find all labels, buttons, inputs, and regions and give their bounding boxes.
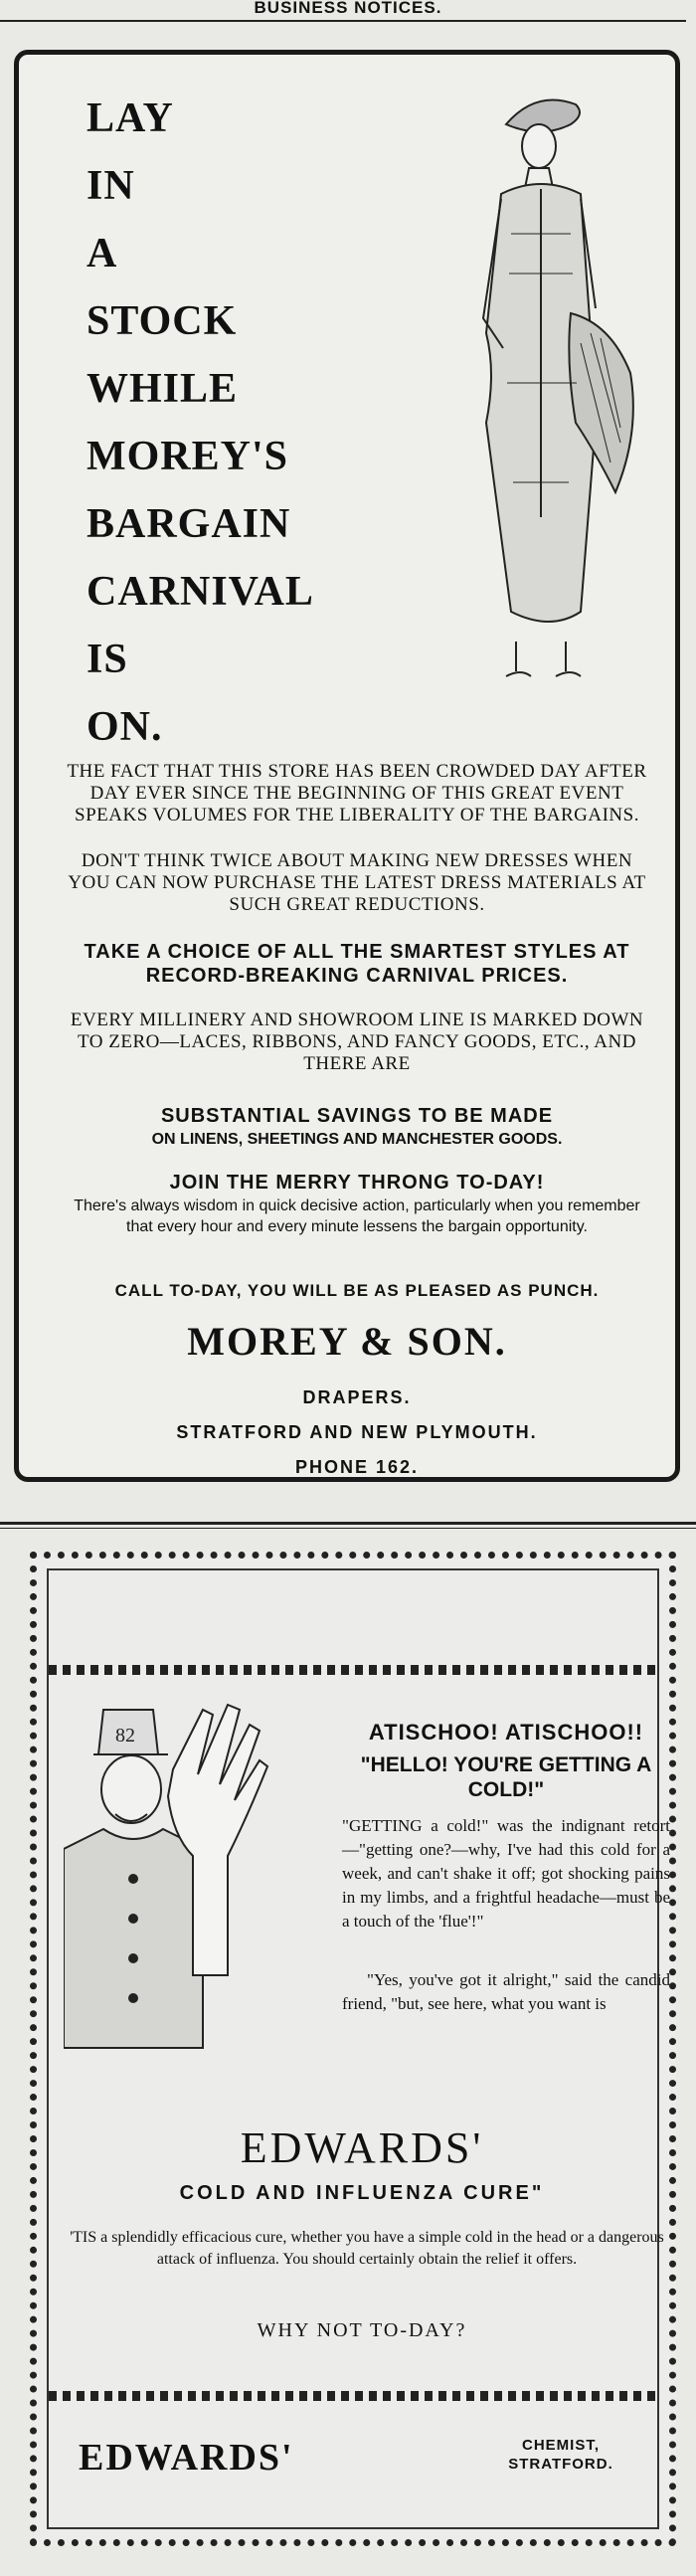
- headline: [87, 85, 314, 761]
- call-to-action: CALL TO-DAY, YOU WILL BE AS PLEASED AS PUNCH.: [114, 1281, 600, 1300]
- headline-line: STOCK: [87, 298, 238, 344]
- lady-illustration: [422, 85, 660, 701]
- drapers-label: DRAPERS.: [302, 1387, 412, 1407]
- decorative-border: [49, 2391, 657, 2401]
- headline-line: WHILE: [87, 366, 239, 412]
- section-divider: [0, 1522, 696, 1525]
- chemist-address: [466, 2436, 655, 2474]
- hello-heading: "HELLO! YOU'RE GETTING A COLD!": [360, 1753, 652, 1801]
- headline-line: CARNIVAL: [87, 569, 314, 615]
- intro-paragraph: THE FACT THAT THIS STORE HAS BEEN CROWDED DAY AFTER DAY EVER SINCE THE BEGINNING OF THIS GREAT EVENT SPEAKS VOLUMES FOR THE LIBERALITY OF THE BARGAINS.: [67, 761, 647, 826]
- header-rule: [0, 20, 686, 22]
- towns-label: STRATFORD AND NEW PLYMOUTH.: [176, 1422, 538, 1442]
- page-header: BUSINESS NOTICES.: [254, 0, 442, 17]
- phone-label: PHONE 162.: [294, 1457, 420, 1477]
- styles-heading: TAKE A CHOICE OF ALL THE SMARTEST STYLES AT RECORD-BREAKING CARNIVAL PRICES.: [84, 941, 630, 987]
- dresses-paragraph: DON'T THINK TWICE ABOUT MAKING NEW DRESSES WHEN YOU CAN NOW PURCHASE THE LATEST DRESS MATERIALS AT SUCH GREAT REDUCTIONS.: [68, 850, 646, 915]
- headline-line: ON.: [87, 704, 163, 750]
- headline-line: MOREY'S: [87, 434, 289, 479]
- retort-paragraph: "GETTING a cold!" was the indignant retort—"getting one?—why, I've had this cold for a week, and can't shake it off; got shocking pains in my limbs, and a frightful headache—must be a touch of the 'flue'!": [342, 1816, 670, 1931]
- store-name: MOREY & SON.: [187, 1319, 507, 1364]
- product-description: 'TIS a splendidly efficacious cure, whether you have a simple cold in the head or a dangerous attack of influenza. You should certainly obtain the relief it offers.: [70, 2229, 664, 2268]
- edwards-inner-frame: [47, 1568, 670, 2529]
- product-name: EDWARDS': [240, 2123, 484, 2172]
- headline-line: LAY: [87, 95, 174, 141]
- chemist-town: STRATFORD.: [508, 2456, 613, 2473]
- headline-line: IN: [87, 163, 135, 209]
- millinery-paragraph: EVERY MILLINERY AND SHOWROOM LINE IS MARKED DOWN TO ZERO—LACES, RIBBONS, AND FANCY GOODS, ETC., AND THERE ARE: [70, 1010, 644, 1074]
- edwards-advertisement: [30, 1552, 676, 2546]
- morey-advertisement: [14, 50, 680, 1482]
- headline-line: BARGAIN: [87, 501, 291, 547]
- product-subtitle: COLD AND INFLUENZA CURE": [179, 2182, 545, 2204]
- merry-paragraph: There's always wisdom in quick decisive action, particularly when you remember that every hour and every minute lessens the bargain opportunity.: [74, 1197, 640, 1235]
- friend-paragraph: "Yes, you've got it alright," said the candid friend, "but, see here, what you want is: [342, 1970, 670, 2013]
- section-divider-thin: [0, 1528, 696, 1529]
- sneezing-man-illustration: [64, 1690, 352, 2068]
- svg-text:82: 82: [115, 1725, 135, 1747]
- footer-name: EDWARDS': [79, 2437, 294, 2479]
- savings-heading: SUBSTANTIAL SAVINGS TO BE MADE: [160, 1105, 554, 1127]
- sneeze-heading: ATISCHOO! ATISCHOO!!: [368, 1720, 644, 1745]
- savings-subheading: ON LINENS, SHEETINGS AND MANCHESTER GOODS.: [151, 1131, 563, 1148]
- merry-heading: JOIN THE MERRY THRONG TO-DAY!: [169, 1172, 545, 1194]
- headline-line: A: [87, 231, 118, 276]
- why-not-today: WHY NOT TO-DAY?: [257, 2319, 467, 2341]
- chemist-label: CHEMIST,: [521, 2437, 600, 2454]
- headline-line: IS: [87, 637, 128, 682]
- decorative-border: [49, 1665, 657, 1675]
